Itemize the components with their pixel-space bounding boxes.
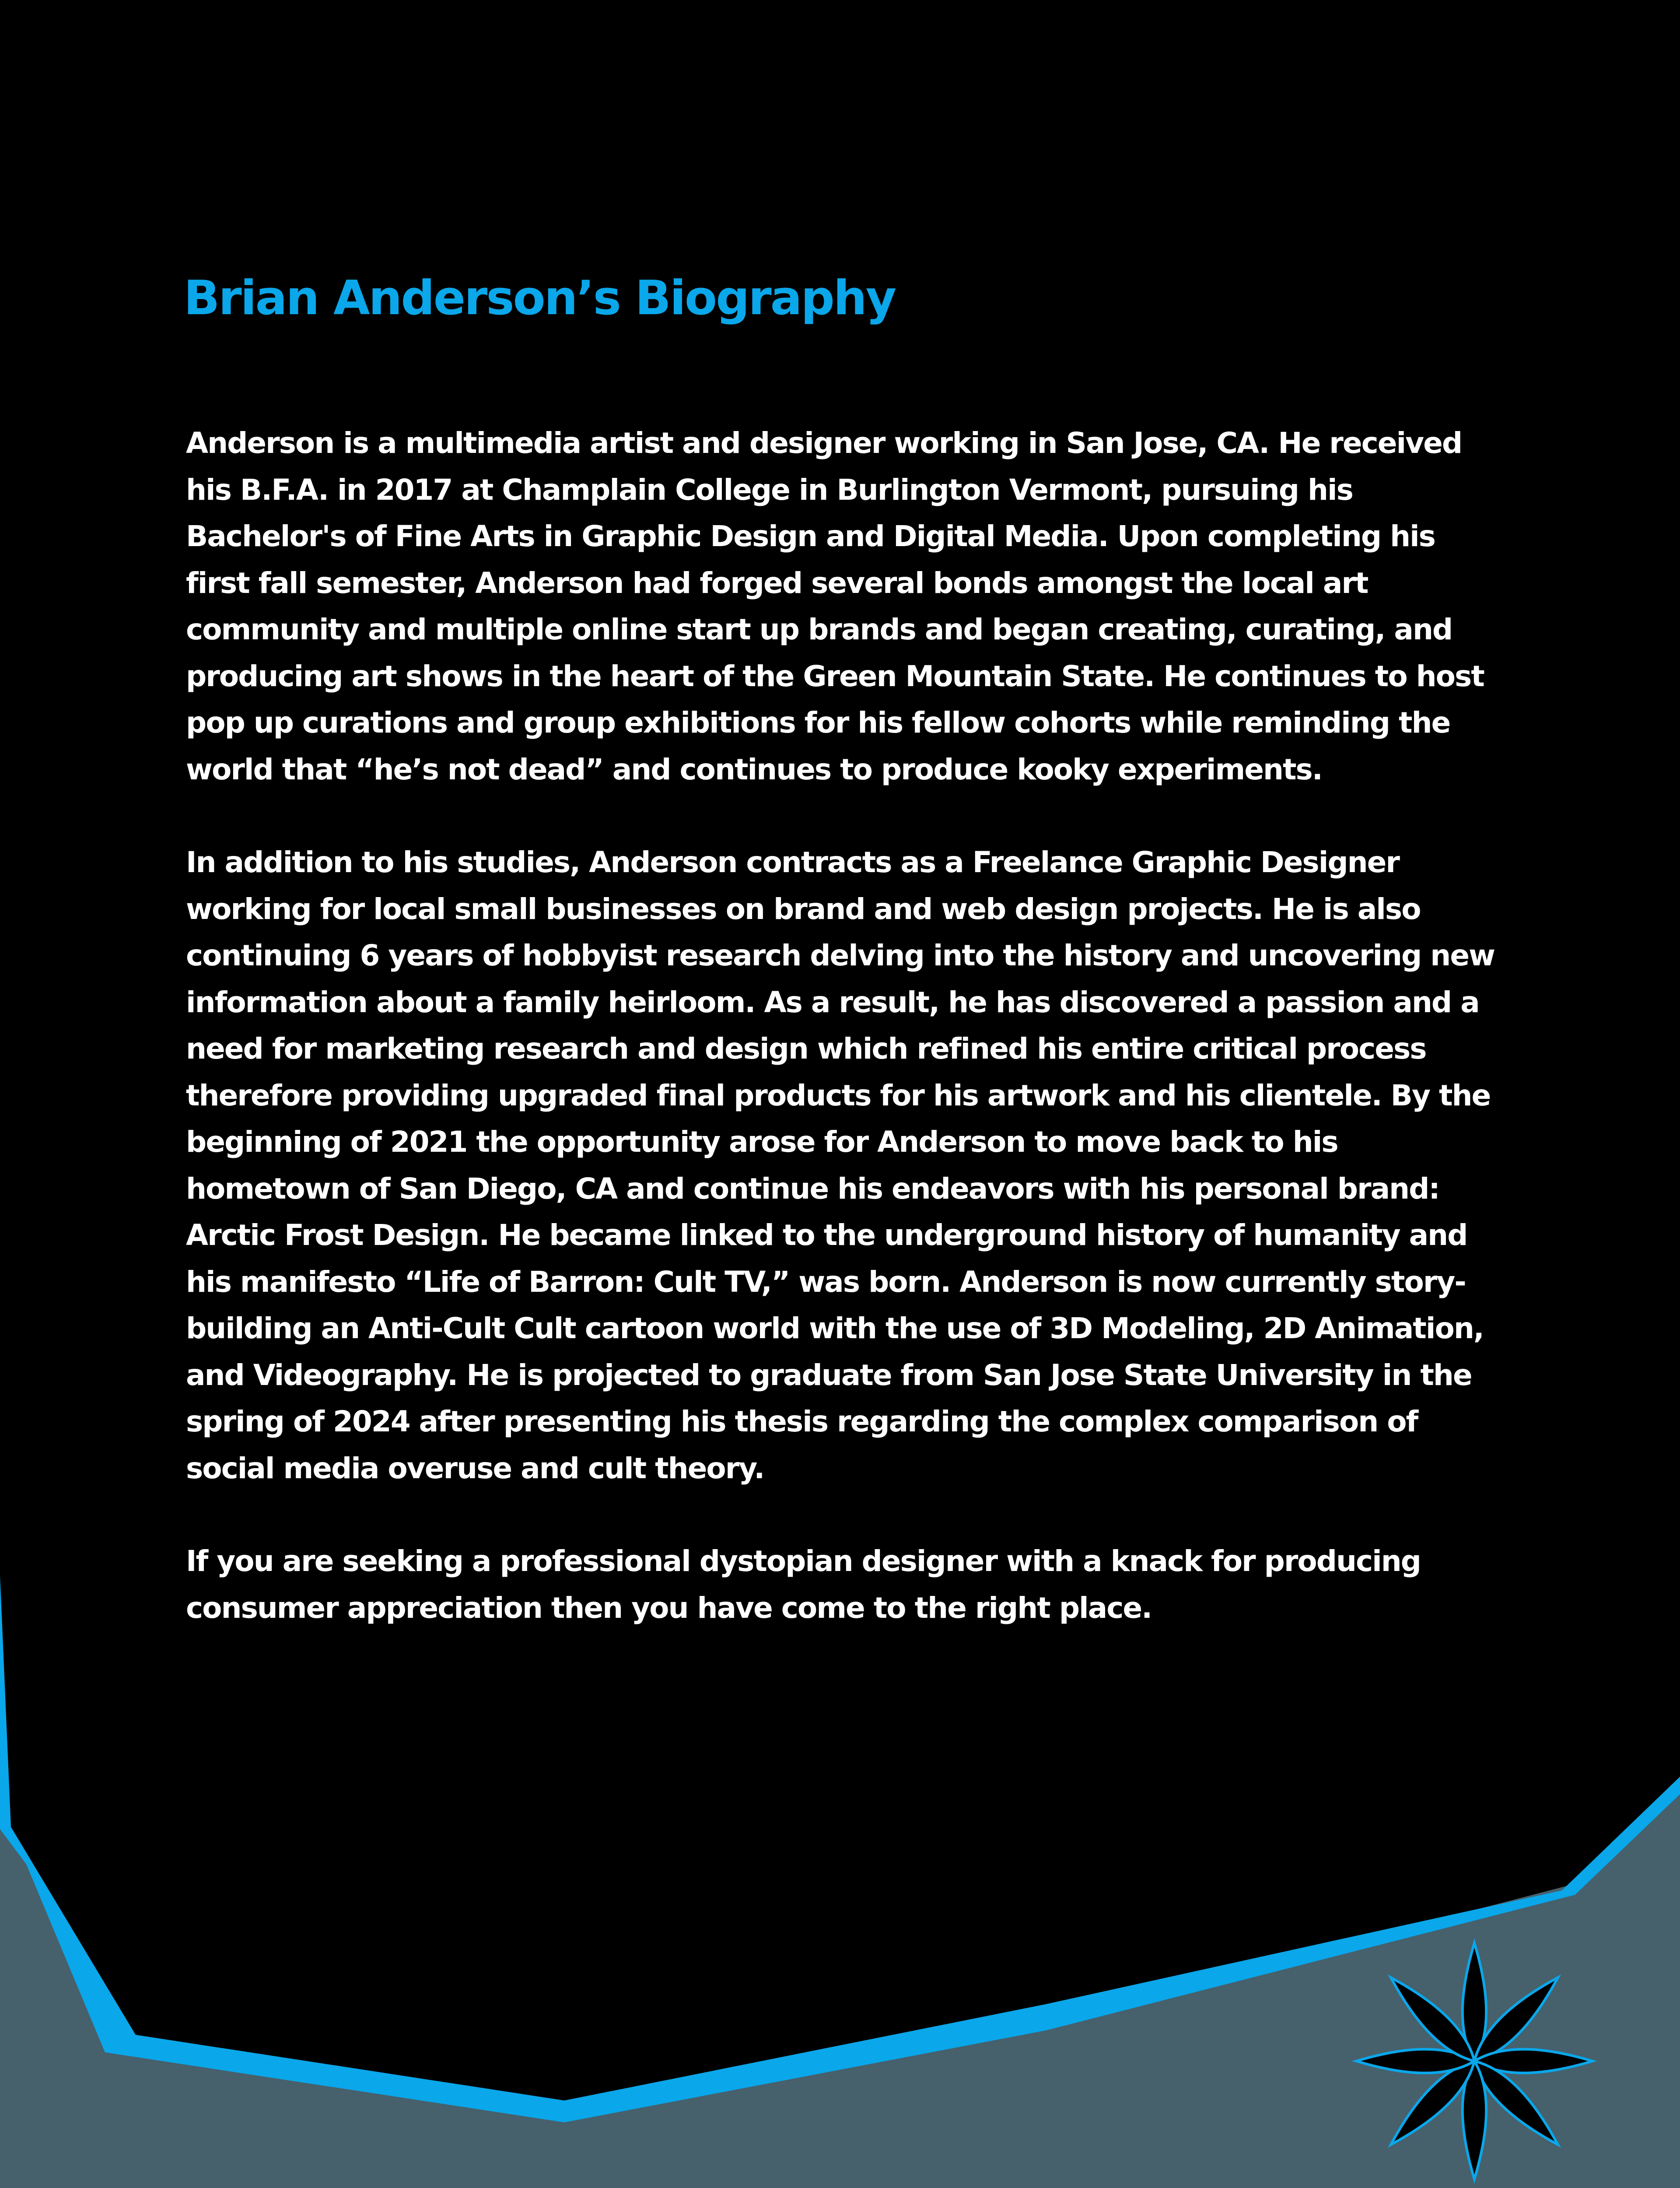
bio-paragraph-2: In addition to his studies, Anderson contracts as a Freelance Graphic Designer working for local small businesses on brand and web design projects. He is also continuing 6 years of hobbyist research delving into the history and uncovering new information about a family heirloom. As a result, he has discovered a passion and a need for marketing research and design which refined his entire critical process therefore providing upgraded final products for his artwork and his clientele. By the beginning of 2021 the opportunity arose for Anderson to move back to his hometown of San Diego, CA and continue his endeavors with his personal brand: Arctic Frost Design. He became linked to the underground history of humanity and his manifesto “Life of Barron: Cult TV,” was born. Anderson is now currently story-building an Anti-Cult Cult cartoon world with the use of 3D Modeling, 2D Animation, and Videography. He is projected to graduate from San Jose State University in the spring of 2024 after presenting his thesis regarding the complex comparison of social media overuse and cult theory. (186, 845, 1494, 1485)
eight-petal-star-icon (1356, 1943, 1592, 2179)
biography-body (186, 420, 1507, 1678)
slate-ground-shape (0, 1785, 1680, 2188)
page-title: Brian Anderson’s Biography (184, 271, 896, 326)
bio-paragraph-1: Anderson is a multimedia artist and designer working in San Jose, CA. He received his B.F.A. in 2017 at Champlain College in Burlington Vermont, pursuing his Bachelor's of Fine Arts in Graphic Design and Digital Media. Upon completing his first fall semester, Anderson had forged several bonds amongst the local art community and multiple online start up brands and began creating, curating, and producing art shows in the heart of the Green Mountain State. He continues to host pop up curations and group exhibitions for his fellow cohorts while reminding the world that “he’s not dead” and continues to produce kooky experiments. (186, 426, 1484, 786)
left-edge-sliver (0, 1584, 8, 1829)
bio-paragraph-3: If you are seeking a professional dystopian designer with a knack for producing consumer appreciation then you have come to the right place. (186, 1544, 1421, 1625)
